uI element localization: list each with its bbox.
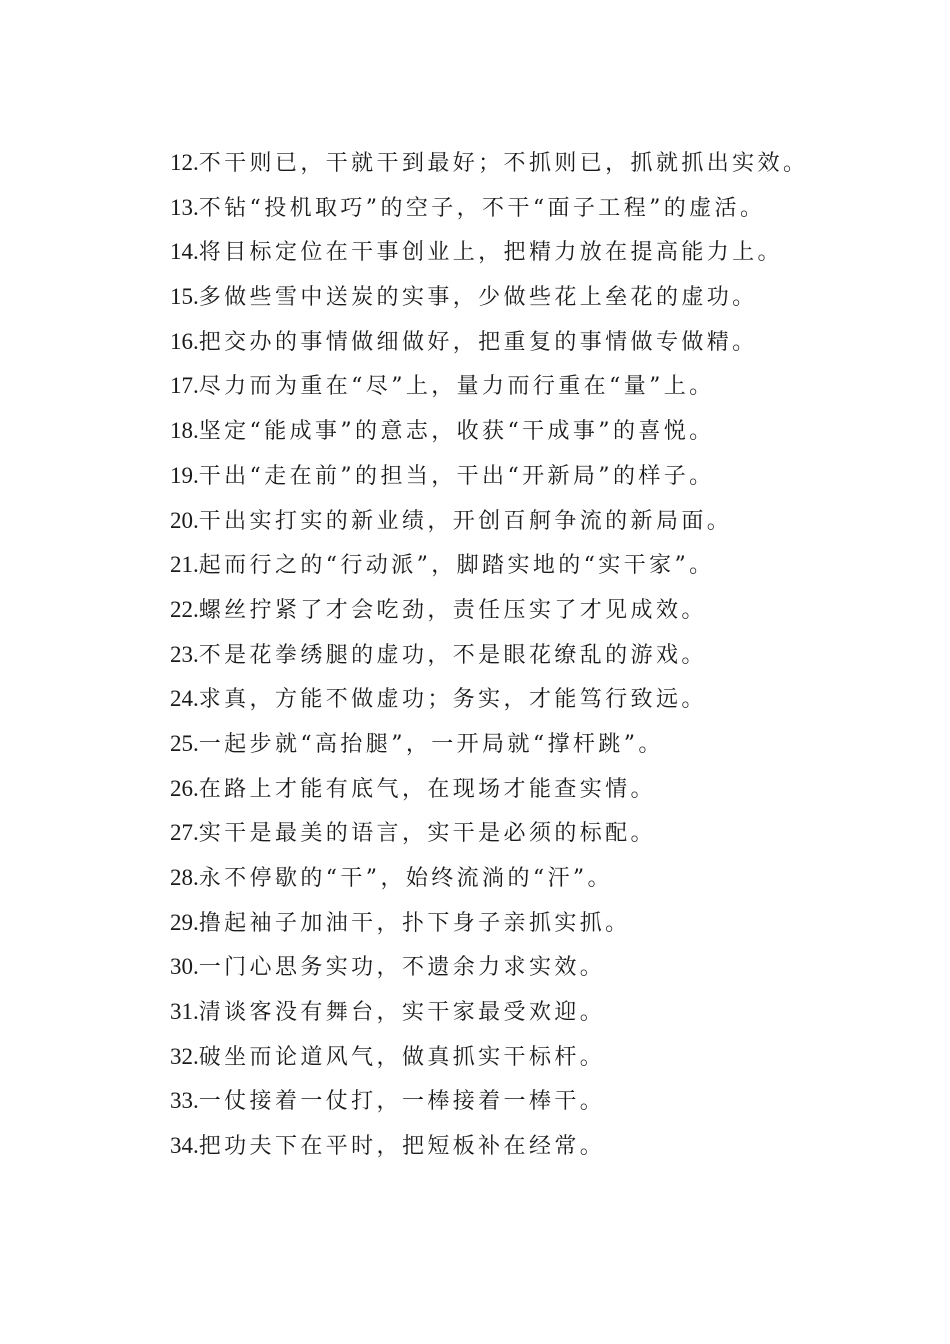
list-item	[170, 364, 808, 409]
item-number: 15.	[170, 284, 199, 310]
item-text: 不钻“投机取巧”的空子，不干“面子工程”的虚活。	[198, 195, 766, 221]
item-text: 在路上才能有底气，在现场才能查实情。	[198, 776, 656, 802]
item-text: 实干是最美的语言，实干是必须的标配。	[198, 821, 656, 847]
item-number: 26.	[170, 775, 199, 801]
item-text: 将目标定位在干事创业上，把精力放在提高能力上。	[198, 240, 783, 266]
item-text: 不是花拳绣腿的虚功，不是眼花缭乱的游戏。	[198, 642, 707, 668]
item-number: 20.	[170, 507, 199, 533]
list-item	[170, 1035, 808, 1080]
list-item	[170, 811, 808, 856]
list-item	[170, 141, 808, 186]
item-text: 多做些雪中送炭的实事，少做些花上垒花的虚功。	[198, 285, 758, 311]
item-text: 一门心思务实功，不遗余力求实效。	[198, 955, 606, 981]
item-number: 16.	[170, 328, 199, 354]
item-number: 32.	[170, 1043, 199, 1069]
item-number: 19.	[170, 462, 199, 488]
item-number: 24.	[170, 686, 199, 712]
list-item	[170, 1124, 808, 1169]
list-item	[170, 499, 808, 544]
item-text: 永不停歇的“干”，始终流淌的“汗”。	[198, 866, 613, 891]
item-number: 31.	[170, 999, 199, 1025]
item-text: 起而行之的“行动派”，脚踏实地的“实干家”。	[198, 553, 715, 579]
item-number: 34.	[170, 1133, 199, 1159]
item-number: 12.	[170, 150, 199, 175]
item-text: 尽力而为重在“尽”上，量力而行重在“量”上。	[198, 374, 715, 400]
item-text: 螺丝拧紧了才会吃劲，责任压实了才见成效。	[198, 597, 707, 623]
item-text: 干出实打实的新业绩，开创百舸争流的新局面。	[198, 508, 733, 534]
item-text: 一起步就“高抬腿”，一开局就“撑杆跳”。	[198, 731, 664, 757]
list-item	[170, 945, 808, 990]
list-item	[170, 990, 808, 1035]
item-number: 28.	[170, 865, 199, 890]
list-item	[170, 633, 808, 678]
item-number: 29.	[170, 909, 199, 935]
item-text: 撸起袖子加油干，扑下身子亲抓实抓。	[198, 910, 631, 936]
list-item	[170, 856, 808, 901]
item-number: 22.	[170, 596, 199, 622]
list-item	[170, 901, 808, 946]
list-item	[170, 454, 808, 499]
list-item	[170, 677, 808, 722]
item-number: 21.	[170, 552, 199, 578]
item-number: 25.	[170, 730, 199, 756]
item-text: 清谈客没有舞台，实干家最受欢迎。	[198, 1000, 606, 1026]
item-text: 破坐而论道风气，做真抓实干标杆。	[198, 1044, 606, 1070]
item-number: 13.	[170, 194, 199, 220]
list-item	[170, 543, 808, 588]
list-item	[170, 722, 808, 767]
item-text: 一仗接着一仗打，一棒接着一棒干。	[198, 1089, 606, 1115]
item-number: 27.	[170, 820, 199, 846]
list-item	[170, 767, 808, 812]
item-number: 18.	[170, 418, 199, 444]
list-item	[170, 275, 808, 320]
list-item	[170, 1079, 808, 1124]
item-number: 30.	[170, 954, 199, 980]
list-item	[170, 588, 808, 633]
item-text: 坚定“能成事”的意志，收获“干成事”的喜悦。	[198, 419, 715, 445]
item-number: 17.	[170, 373, 199, 399]
item-text: 把交办的事情做细做好，把重复的事情做专做精。	[198, 329, 758, 355]
list-item	[170, 320, 808, 365]
list-item	[170, 230, 808, 275]
item-text: 求真，方能不做虚功；务实，才能笃行致远。	[198, 687, 707, 713]
item-text: 干出“走在前”的担当，干出“开新局”的样子。	[198, 463, 715, 489]
slogan-list	[170, 141, 808, 1169]
item-text: 不干则已，干就干到最好；不抓则已，抓就抓出实效。	[198, 151, 809, 176]
list-item	[170, 186, 808, 231]
list-item	[170, 409, 808, 454]
item-text: 把功夫下在平时，把短板补在经常。	[198, 1134, 606, 1160]
item-number: 14.	[170, 239, 199, 265]
item-number: 23.	[170, 641, 199, 667]
item-number: 33.	[170, 1088, 199, 1114]
